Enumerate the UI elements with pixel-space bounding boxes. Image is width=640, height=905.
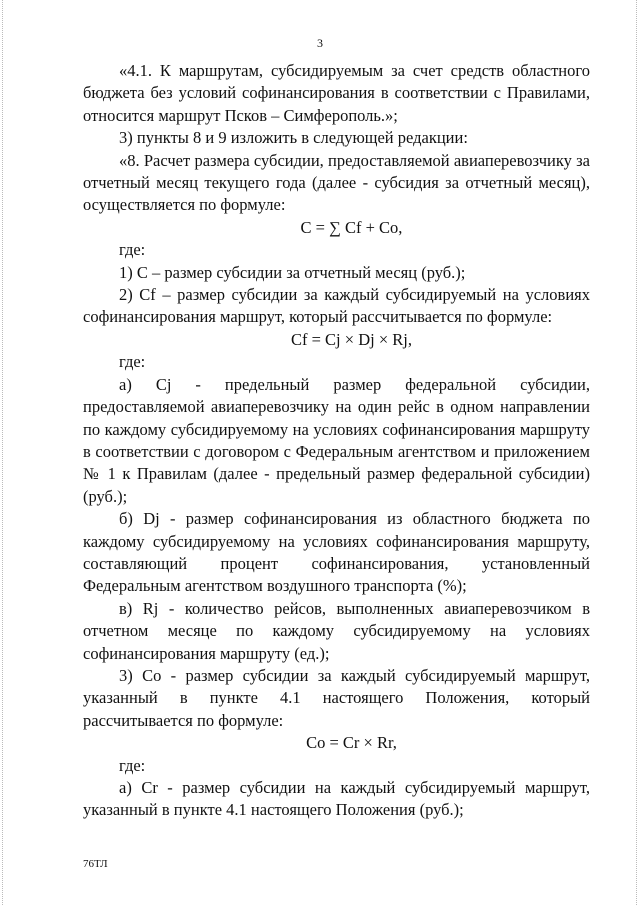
page-number: 3 [317,36,323,50]
where-label: где: [119,240,146,260]
scan-edge-left [2,0,4,905]
definition-rj: в) Rj - количество рейсов, выполненных авиаперевозчиком в отчетном месяце по каждому субсидируемому на условиях софинансирования маршруту (ед.); [83,598,590,663]
definition-cj: а) Cj - предельный размер федеральной субсидии, предоставляемой авиаперевозчику на один рейс в одном направлении по каждому субсидируемому на условиях софинансирования маршруту в соответствии с договором с Федеральным агентством и приложением № 1 к Правилам (далее - предельный размер федеральной субсидии) (руб.); [83,374,590,506]
where-label: где: [119,352,146,372]
formula-cf: Cf = Cj × Dj × Rj, [291,329,412,349]
definition-cr: а) Cr - размер субсидии на каждый субсидируемый маршрут, указанный в пункте 4.1 настоящего Положения (руб.); [83,778,590,820]
paragraph-4-1: «4.1. К маршрутам, субсидируемым за счет средств областного бюджета без условий софинансирования в соответствии с Правилами, относится маршрут Псков – Симферополь.»; [83,61,590,125]
formula-co: Co = Cr × Rr, [306,733,397,753]
definition-cf: 2) Cf – размер субсидии за каждый субсидируемый на условиях софинансирования маршрут, который рассчитывается по формуле: [83,285,590,327]
definition-co: 3) Co - размер субсидии за каждый субсидируемый маршрут, указанный в пункте 4.1 настоящего Положения, который рассчитывается по формуле: [83,665,590,730]
where-label: где: [119,755,146,775]
document-body [83,60,590,822]
definition-dj: б) Dj - размер софинансирования из областного бюджета по каждому субсидируемому на условиях софинансирования маршруту, составляющий процент софинансирования, установленный Федеральным агентством воздушного транспорта (%); [83,509,590,596]
paragraph-item-3: 3) пункты 8 и 9 изложить в следующей редакции: [119,128,468,148]
formula-c: C = ∑ Cf + Co, [300,217,403,237]
definition-c: 1) C – размер субсидии за отчетный месяц (руб.); [119,262,466,282]
scan-edge-right [636,0,638,905]
footer-code: 76ТЛ [83,858,108,870]
paragraph-8: «8. Расчет размера субсидии, предоставляемой авиаперевозчику за отчетный месяц текущего года (далее - субсидия за отчетный месяц), осуществляется по формуле: [83,150,590,215]
